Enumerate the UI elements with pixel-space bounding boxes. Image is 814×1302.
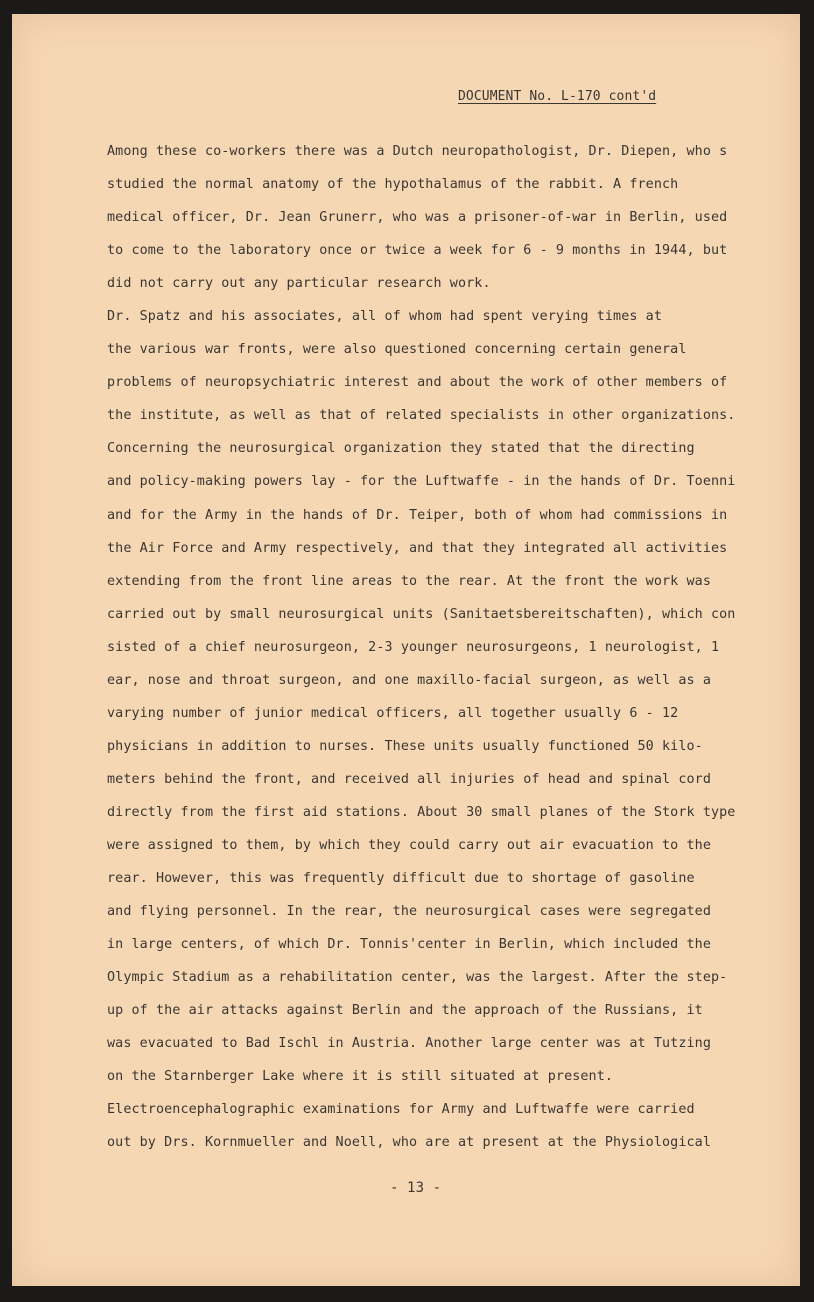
text-line: in large centers, of which Dr. Tonnis'center in Berlin, which included the: [107, 937, 711, 953]
text-line: out by Drs. Kornmueller and Noell, who are at present at the Physiological: [107, 1135, 711, 1151]
text-line: to come to the laboratory once or twice a week for 6 - 9 months in 1944, but: [107, 243, 728, 259]
text-line: problems of neuropsychiatric interest and about the work of other members of: [107, 375, 728, 391]
body-text: [107, 135, 747, 1159]
document-header: DOCUMENT No. L-170 cont'd: [458, 89, 657, 104]
text-line: directly from the first aid stations. About 30 small planes of the Stork type: [107, 804, 736, 820]
text-line: Electroencephalographic examinations for Army and Luftwaffe were carried: [107, 1102, 695, 1118]
text-line: Among these co-workers there was a Dutch neuropathologist, Dr. Diepen, who s: [107, 144, 728, 159]
text-line: medical officer, Dr. Jean Grunerr, who was a prisoner-of-war in Berlin, used: [107, 210, 728, 226]
text-line: studied the normal anatomy of the hypothalamus of the rabbit. A french: [107, 177, 679, 193]
text-line: and flying personnel. In the rear, the neurosurgical cases were segregated: [107, 904, 711, 920]
text-line: Concerning the neurosurgical organization they stated that the directing: [107, 441, 695, 457]
text-line: the various war fronts, were also questioned concerning certain general: [107, 342, 687, 358]
text-line: did not carry out any particular research work.: [107, 276, 491, 292]
text-line: on the Starnberger Lake where it is still situated at present.: [107, 1069, 614, 1085]
text-line: and for the Army in the hands of Dr. Teiper, both of whom had commissions in: [107, 507, 728, 523]
text-line: ear, nose and throat surgeon, and one maxillo-facial surgeon, as well as a: [107, 672, 711, 688]
page-number: - 13 -: [390, 1180, 442, 1196]
text-line: Dr. Spatz and his associates, all of whom had spent verying times at: [107, 309, 663, 325]
text-line: Olympic Stadium as a rehabilitation center, was the largest. After the step-: [107, 970, 728, 986]
text-line: rear. However, this was frequently difficult due to shortage of gasoline: [107, 871, 695, 887]
text-line: sisted of a chief neurosurgeon, 2-3 younger neurosurgeons, 1 neurologist, 1: [107, 639, 720, 655]
text-line: carried out by small neurosurgical units (Sanitaetsbereitschaften), which con: [107, 606, 736, 622]
document-page: [12, 14, 800, 1286]
text-line: up of the air attacks against Berlin and the approach of the Russians, it: [107, 1003, 703, 1019]
text-line: varying number of junior medical officers, all together usually 6 - 12: [107, 705, 679, 721]
text-line: the institute, as well as that of related specialists in other organizations.: [107, 408, 736, 424]
text-line: was evacuated to Bad Ischl in Austria. Another large center was at Tutzing: [107, 1036, 711, 1052]
text-line: extending from the front line areas to the rear. At the front the work was: [107, 573, 711, 589]
text-line: and policy-making powers lay - for the Luftwaffe - in the hands of Dr. Toenni: [107, 474, 736, 490]
text-line: were assigned to them, by which they could carry out air evacuation to the: [107, 837, 711, 853]
text-line: meters behind the front, and received all injuries of head and spinal cord: [107, 771, 711, 787]
text-line: physicians in addition to nurses. These units usually functioned 50 kilo-: [107, 738, 703, 754]
text-line: the Air Force and Army respectively, and that they integrated all activities: [107, 540, 728, 556]
